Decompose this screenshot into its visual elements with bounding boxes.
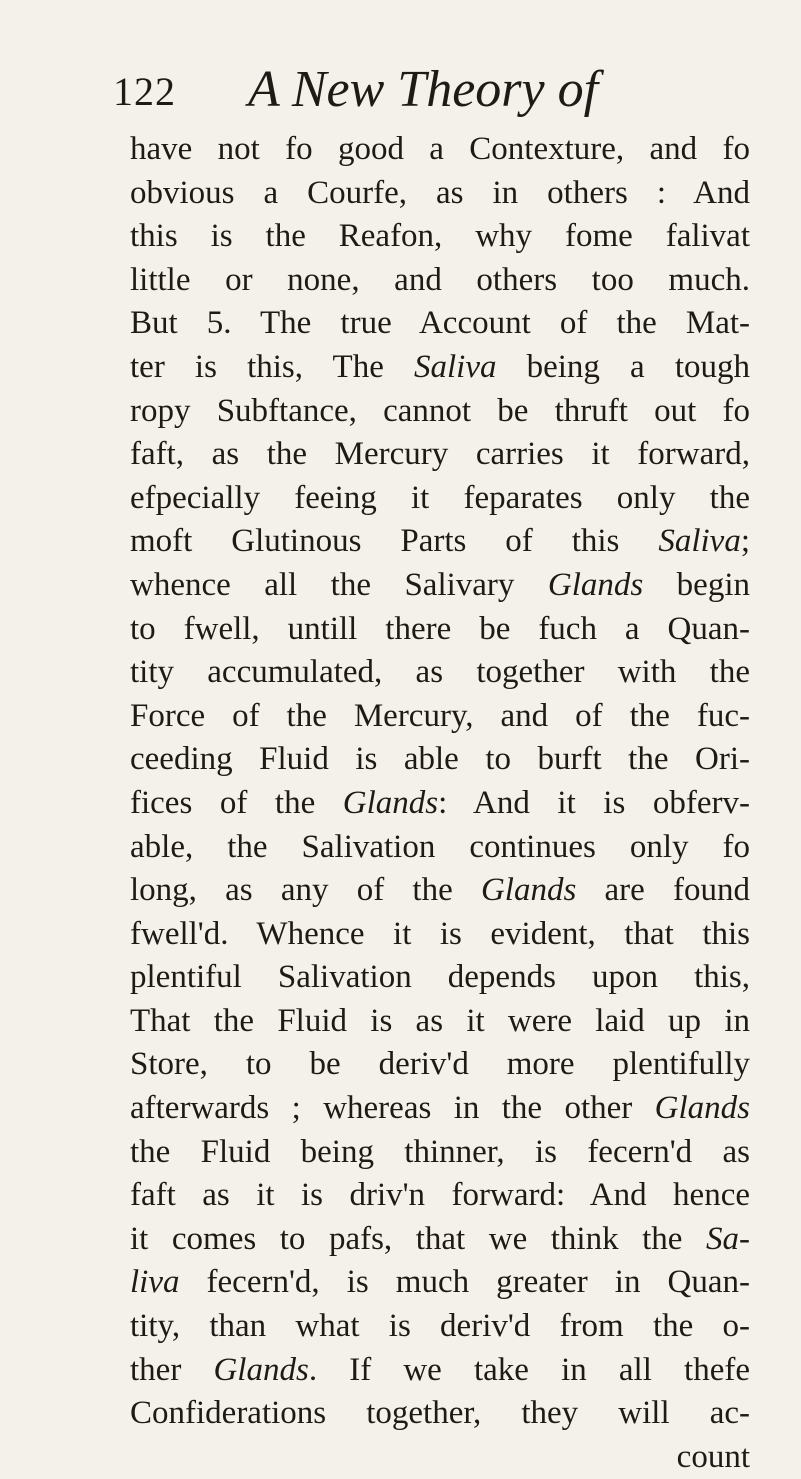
text-run: . If we take in all thefe (308, 1351, 750, 1388)
text-line (130, 1087, 750, 1131)
text-run: ter is this, The (130, 348, 414, 385)
text-line (130, 826, 750, 870)
text-run: Force of the Mercury, and of the fuc- (130, 697, 750, 734)
text-run: ; (740, 523, 750, 560)
text-run: being a tough (496, 348, 750, 385)
text-run: Store, to be deriv'd more plentifully (130, 1046, 750, 1083)
text-line (130, 1261, 750, 1305)
text-run: long, as any of the (130, 872, 481, 909)
text-line (130, 782, 750, 826)
text-line (130, 564, 750, 608)
text-run: efpecially feeing it feparates only the (130, 479, 750, 516)
text-run: little or none, and others too much. (130, 261, 750, 298)
text-run: tity, than what is deriv'd from the o- (130, 1308, 750, 1345)
text-line (130, 1349, 750, 1393)
italic-text: Glands (547, 566, 644, 603)
text-run: are found (576, 872, 751, 909)
italic-text: liva (130, 1264, 180, 1301)
text-run: able, the Salivation continues only fo (130, 828, 750, 865)
text-line (130, 1305, 750, 1349)
text-line (130, 1392, 750, 1436)
text-run: fecern'd, is much greater in Quan- (179, 1264, 750, 1301)
italic-text: Sa- (706, 1220, 750, 1257)
text-line (130, 520, 750, 564)
text-line (130, 1218, 750, 1262)
text-line (130, 346, 750, 390)
text-run: ropy Subftance, cannot be thruft out fo (130, 392, 750, 429)
text-line (130, 738, 750, 782)
running-title: A New Theory of (248, 61, 599, 118)
text-run: Confiderations together, they will ac- (130, 1395, 750, 1432)
text-line (130, 1436, 750, 1479)
text-line (130, 695, 750, 739)
text-line (130, 1000, 750, 1044)
text-line (130, 956, 750, 1000)
text-run: tity accumulated, as together with the (130, 654, 750, 691)
text-run: count (676, 1438, 750, 1475)
text-line (130, 1174, 750, 1218)
text-line (130, 128, 750, 172)
italic-text: Saliva (413, 348, 497, 385)
text-run: fices of the (130, 784, 343, 821)
text-run: faft, as the Mercury carries it forward, (130, 436, 750, 473)
text-line (130, 608, 750, 652)
text-run: That the Fluid is as it were laid up in (130, 1002, 750, 1039)
text-line (130, 259, 750, 303)
text-run: begin (643, 566, 750, 603)
text-run: moft Glutinous Parts of this (130, 523, 659, 560)
text-run: obvious a Courfe, as in others : And (130, 174, 750, 211)
italic-text: Glands (654, 1090, 750, 1127)
italic-text: Glands (480, 872, 577, 909)
text-line (130, 1043, 750, 1087)
text-line (130, 215, 750, 259)
text-line (130, 1131, 750, 1175)
text-line (130, 302, 750, 346)
text-line (130, 913, 750, 957)
text-line (130, 172, 750, 216)
text-run: it comes to pafs, that we think the (130, 1220, 706, 1257)
text-run: faft as it is driv'n forward: And hence (130, 1177, 750, 1214)
text-run: afterwards ; whereas in the other (130, 1090, 655, 1127)
text-line (130, 651, 750, 695)
text-run: to fwell, untill there be fuch a Quan- (130, 610, 750, 647)
text-run: plentiful Salivation depends upon this, (130, 959, 750, 996)
text-run: fwell'd. Whence it is evident, that this (130, 915, 750, 952)
body-text (130, 128, 750, 1479)
italic-text: Glands (342, 784, 439, 821)
text-run: But 5. The true Account of the Mat- (130, 305, 750, 342)
italic-text: Saliva (658, 523, 741, 560)
text-run: ceeding Fluid is able to burft the Ori- (130, 741, 750, 778)
text-run: ther (130, 1351, 214, 1388)
text-run: whence all the Salivary (130, 566, 548, 603)
text-line (130, 433, 750, 477)
text-run: the Fluid being thinner, is fecern'd as (130, 1133, 750, 1170)
text-run: : And it is obferv- (438, 784, 750, 821)
text-run: this is the Reafon, why fome falivat (130, 218, 750, 255)
page-number: 122 (113, 69, 176, 114)
text-line (130, 869, 750, 913)
text-line (130, 477, 750, 521)
text-run: have not fo good a Contexture, and fo (130, 131, 750, 167)
italic-text: Glands (213, 1351, 309, 1388)
text-line (130, 390, 750, 434)
